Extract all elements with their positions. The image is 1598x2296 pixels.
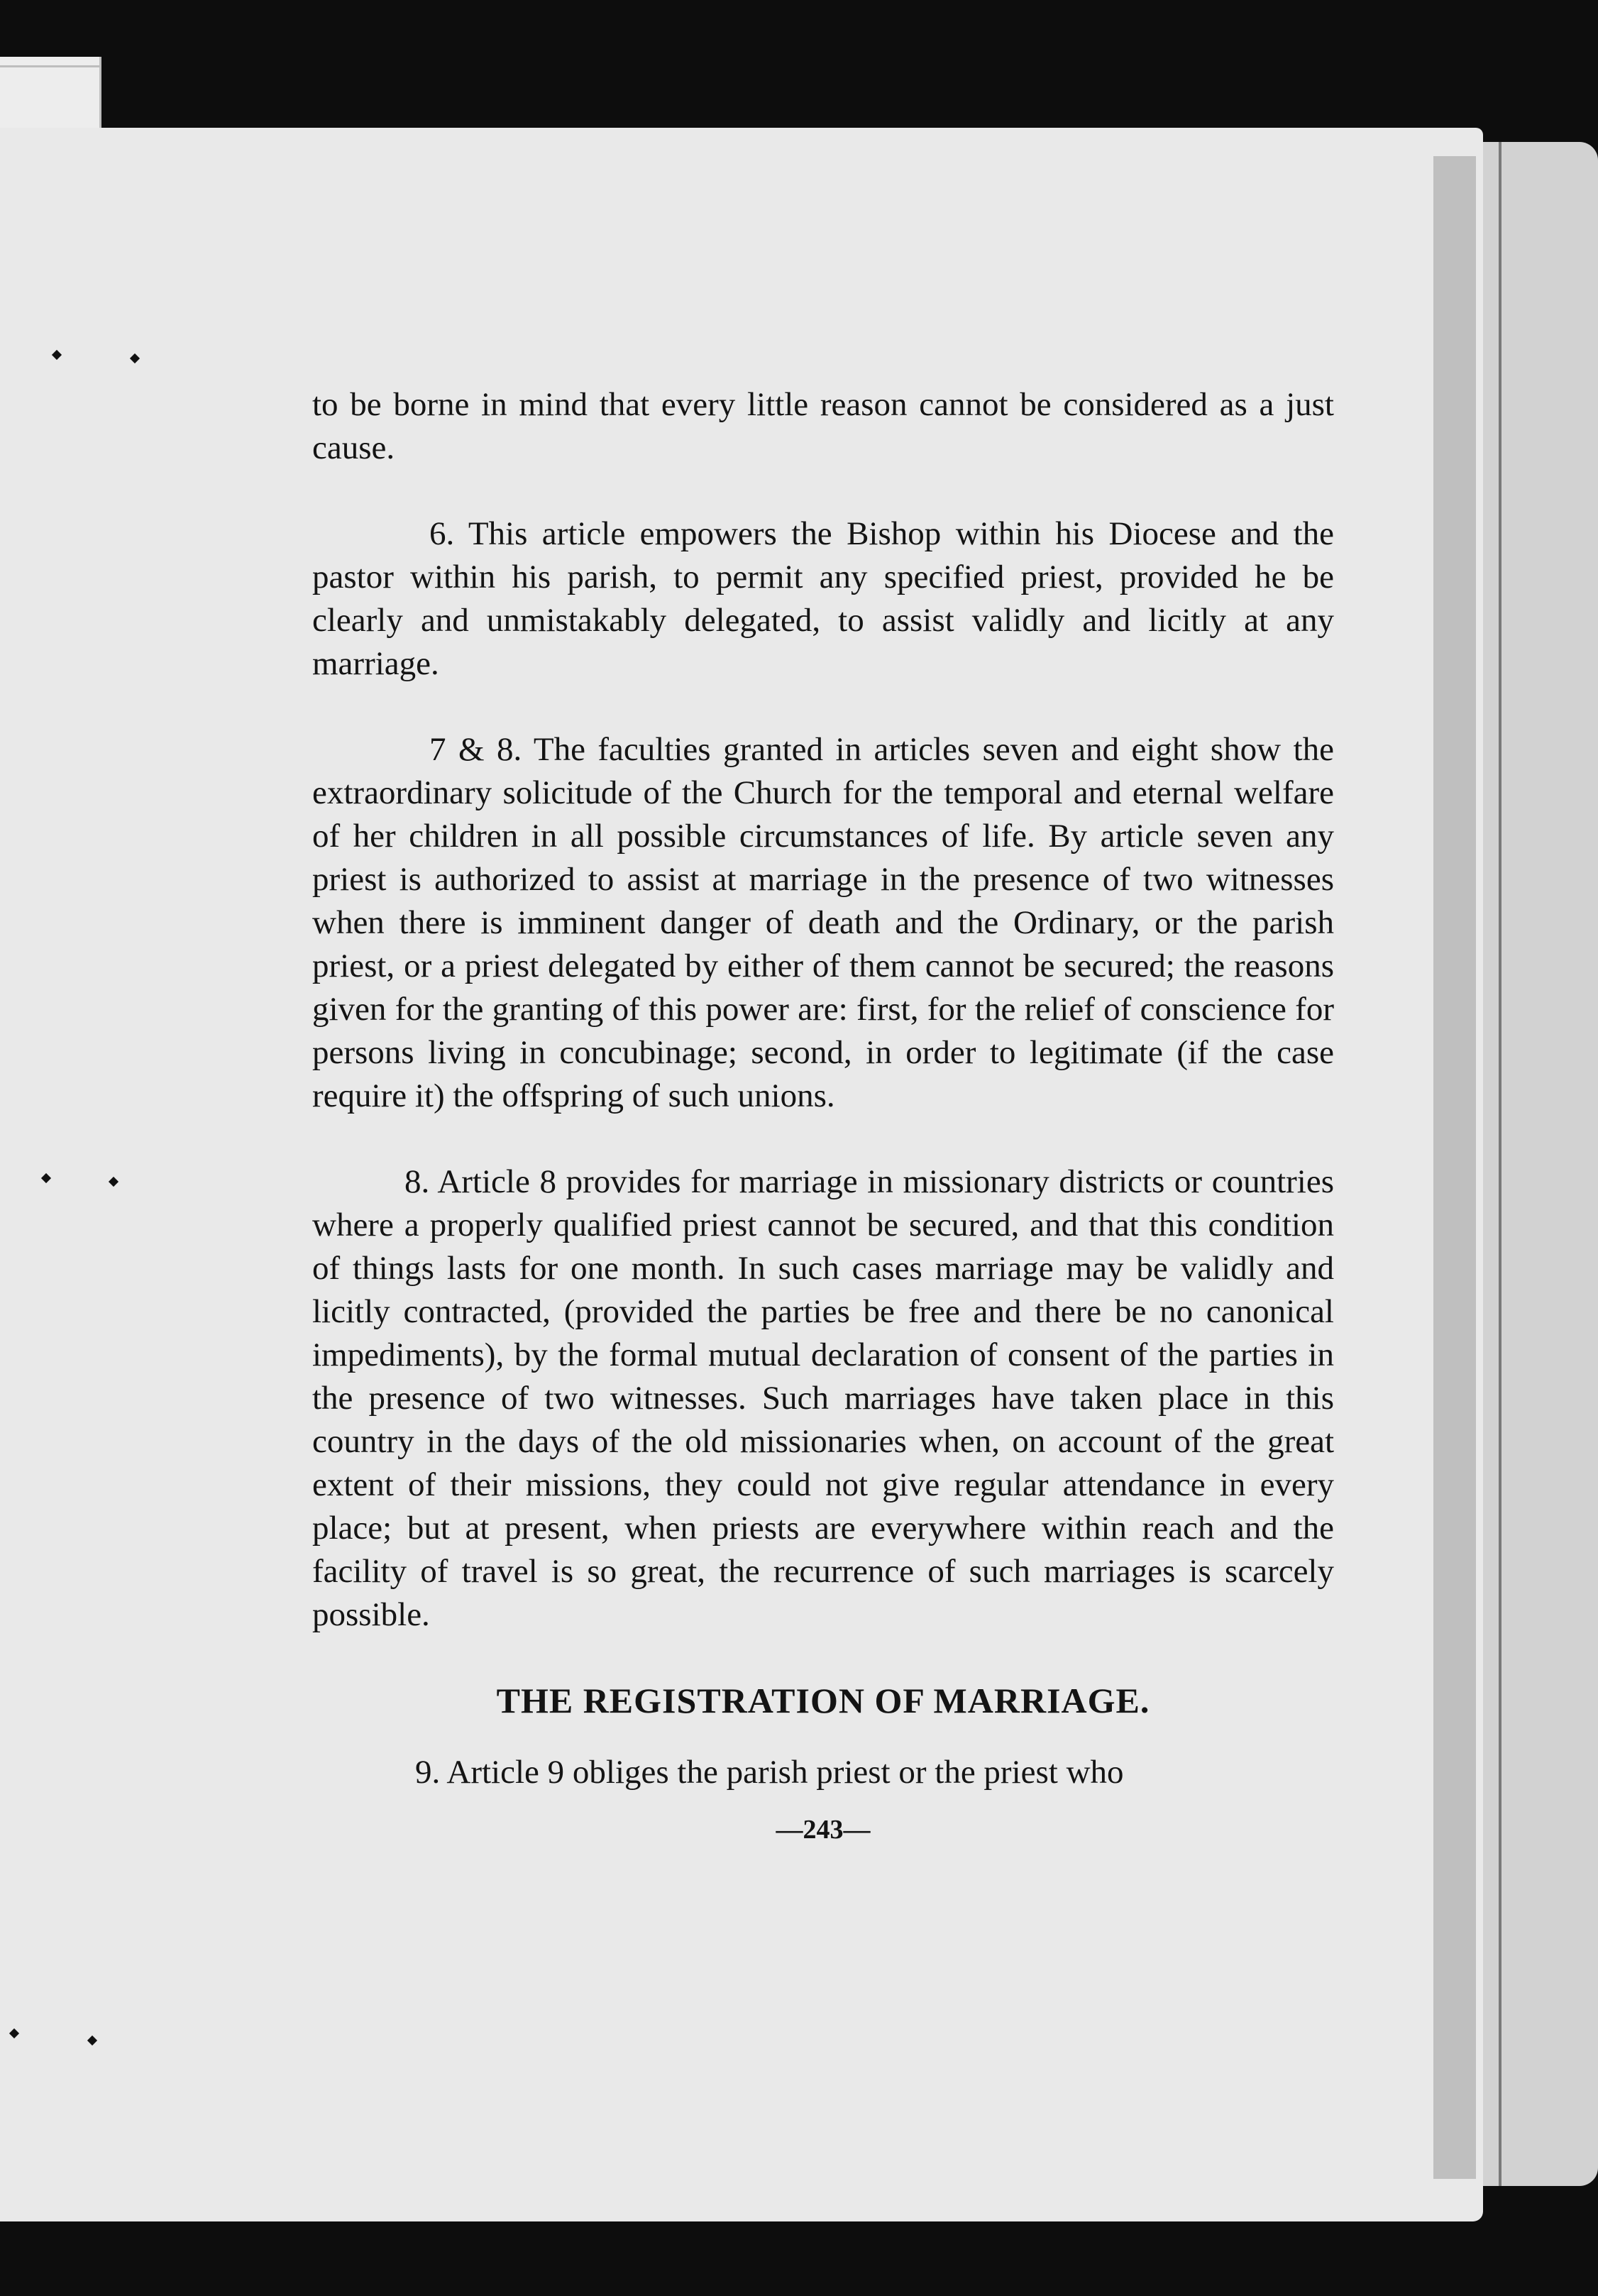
left-page-edge xyxy=(0,57,101,135)
page-number: —243— xyxy=(776,1815,871,1845)
paragraph-6: 6. This article empowers the Bishop within his Diocese and the pastor within his parish, to permit any specified priest, provided he be clearly and unmistakably delegated, to assist validly and licitly at any marriage. xyxy=(312,515,1334,682)
paragraph-7-8: 7 & 8. The faculties granted in articles seven and eight show the extraordinary solicitude of the Church for the temporal and eternal welfare of her children in all possible circumstances of life. By article seven any priest is authorized to assist at marriage in the presence of two witnesses when there is imminent danger of death and the Ordinary, or the parish priest, or a priest delegated by either of them cannot be secured; the reasons given for the granting of this power are: first, for the relief of conscience for persons living in concubinage; second, in order to legitimate (if the case require it) the offspring of such unions. xyxy=(312,731,1334,1114)
paragraph-8: 8. Article 8 provides for marriage in missionary districts or countries where a properly qualified priest cannot be secured, and that this condition of things lasts for one month. In such cases marriage may be validly and licitly contracted, (provided the parties be free and there be no canonical impediments), by the formal mutual declaration of consent of the parties in the presence of two witnesses. Such marriages have taken place in this country in the days of the old missionaries when, on account of the great extent of their missions, they could not give regular attendance in every place; but at present, when priests are everywhere within reach and the facility of travel is so great, the recurrence of such marriages is scarcely possible. xyxy=(312,1163,1334,1633)
continuation-paragraph: to be borne in mind that every little reason cannot be considered as a just cause. xyxy=(312,386,1334,466)
page-text-block xyxy=(312,383,1334,1852)
page-gutter-shadow xyxy=(1433,156,1476,2179)
section-heading: THE REGISTRATION OF MARRIAGE. xyxy=(496,1681,1150,1720)
paragraph-9: 9. Article 9 obliges the parish priest or the priest who xyxy=(415,1754,1124,1791)
